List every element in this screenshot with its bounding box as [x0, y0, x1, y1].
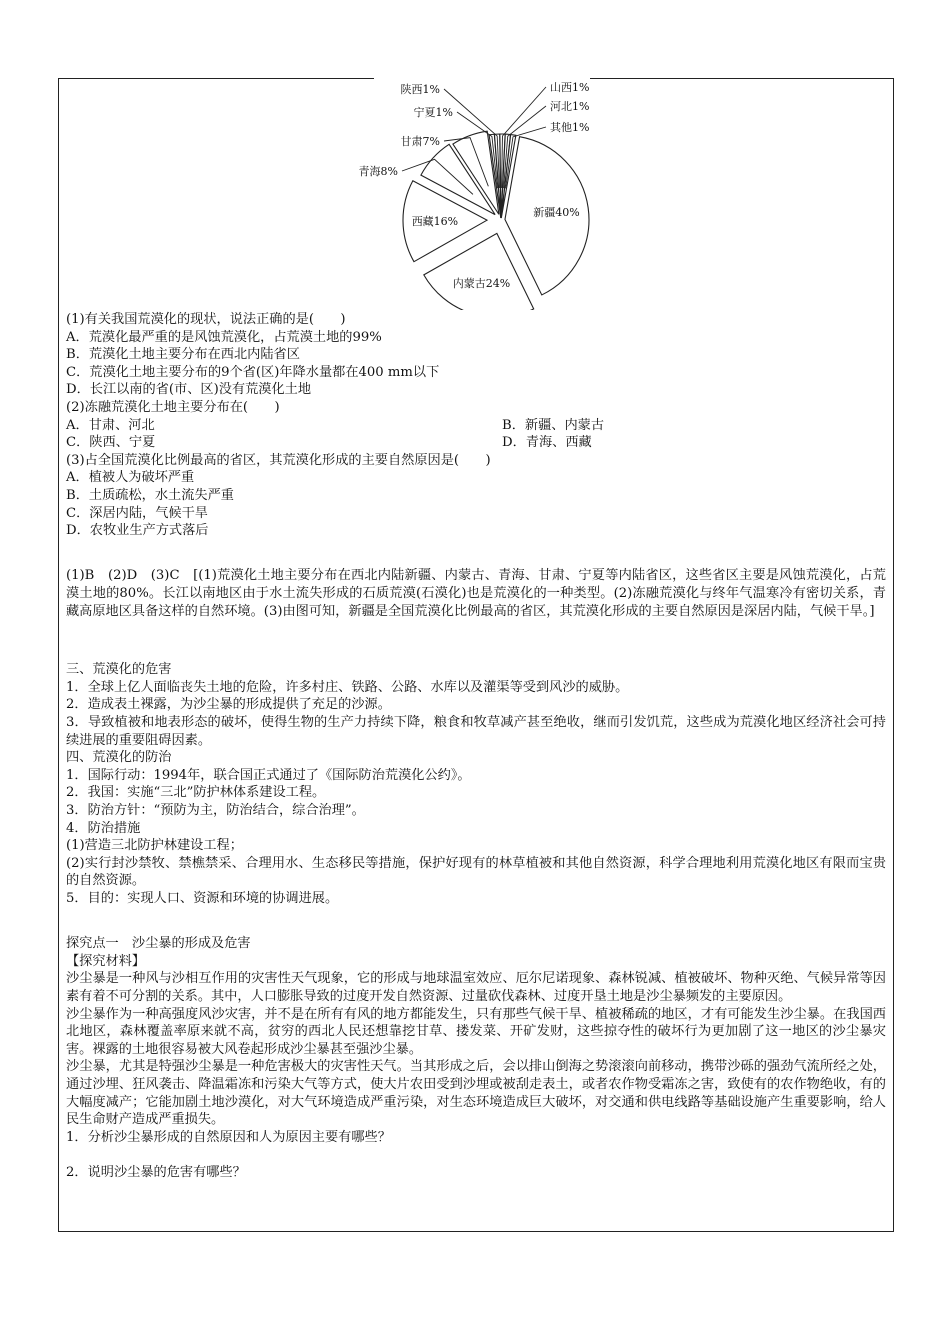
section-4-point-5: 5．目的：实现人口、资源和环境的协调进展。 — [66, 891, 339, 906]
question-2-option-b: B．新疆、内蒙古 — [502, 417, 605, 433]
section-3-point-3: 3．导致植被和地表形态的破坏，使得生物的生产力持续下降，粮食和牧草减产甚至绝收，继而引发饥荒，这些成为荒漠化地区经济社会可持续进展的重要阻碍因素。 — [66, 715, 886, 748]
section-4-point-1: 1．国际行动：1994年，联合国正式通过了《国际防治荒漠化公约》。 — [66, 767, 471, 783]
pie-slice-label: 新疆40% — [533, 206, 580, 220]
inquiry-paragraph-3: 沙尘暴，尤其是特强沙尘暴是一种危害极大的灾害性天气。当其形成之后，会以排山倒海之势滚滚向前移动，携带沙砾的强劲气流所经之处，通过沙埋、狂风袭击、降温霜冻和污染大气等方式，使大片农田受到沙埋或被刮走表土，或者农作物受霜冻之害，致使有的农作物绝收，有的大幅度减产；它能加剧土地沙漠化，对大气环境造成严重污染，对生态环境造成巨大破坏，对交通和供电线路等基础设施产生重要影响，给人民生命财产造成严重损失。 — [66, 1059, 886, 1128]
question-2: (2)冻融荒漠化土地主要分布在( ) — [66, 399, 280, 415]
section-4-point-4: 4．防治措施 — [66, 820, 141, 836]
inquiry-paragraph-1: 沙尘暴是一种风与沙相互作用的灾害性天气现象，它的形成与地球温室效应、厄尔尼诺现象、森林锐减、植被破坏、物种灭绝、气候异常等因素有着不可分割的关系。其中，人口膨胀导致的过度开发自然资源、过量砍伐森林、过度开垦土地是沙尘暴频发的主要原因。 — [66, 971, 886, 1004]
question-2-option-d: D．青海、西藏 — [502, 435, 592, 451]
pie-slice-label: 宁夏1% — [413, 106, 453, 119]
question-2-option-a: A．甘肃、河北 — [66, 417, 155, 433]
question-1-option-c: C．荒漠化土地主要分布的9个省(区)年降水量都在400 mm以下 — [66, 364, 440, 380]
inquiry-title: 探究点一 沙尘暴的形成及危害 — [66, 936, 251, 952]
pie-slice-label: 内蒙古24% — [452, 277, 511, 291]
question-2-options-row-2 — [66, 434, 886, 452]
pie-slice-label: 西藏16% — [411, 214, 459, 228]
pie-slice-label: 河北1% — [550, 100, 590, 113]
question-2-option-c: C．陕西、宁夏 — [66, 435, 156, 451]
page-content — [66, 311, 886, 1182]
question-3-option-c: C．深居内陆，气候干旱 — [66, 505, 208, 521]
question-3-option-b: B．土质疏松，水土流失严重 — [66, 487, 234, 503]
pie-slice-label: 甘肃7% — [400, 135, 440, 148]
section-4-measure-2: (2)实行封沙禁牧、禁樵禁采、合理用水、生态移民等措施，保护好现有的林草植被和其他自然资源，科学合理地利用荒漠化地区有限而宝贵的自然资源。 — [66, 855, 886, 889]
question-2-options-row-1 — [66, 417, 886, 435]
question-3-option-a: A．植被人为破坏严重 — [66, 470, 195, 486]
inquiry-question-2: 2．说明沙尘暴的危害有哪些？ — [66, 1164, 246, 1180]
question-1-option-a: A．荒漠化最严重的是风蚀荒漠化，占荒漠土地的99% — [66, 329, 382, 345]
question-1-option-d: D．长江以南的省(市、区)没有荒漠化土地 — [66, 382, 312, 398]
question-3-option-d: D．农牧业生产方式落后 — [66, 523, 209, 539]
question-1: (1)有关我国荒漠化的现状，说法正确的是( ) — [66, 312, 346, 327]
section-4-measure-1: (1)营造三北防护林建设工程； — [66, 838, 243, 854]
inquiry-material-heading: 【探究材料】 — [66, 953, 146, 969]
section-3-heading: 三、荒漠化的危害 — [66, 662, 172, 678]
pie-slice-label: 青海8% — [358, 165, 398, 178]
inquiry-question-1: 1．分析沙尘暴形成的自然原因和人为原因主要有哪些？ — [66, 1129, 391, 1145]
inquiry-paragraph-2: 沙尘暴作为一种高强度风沙灾害，并不是在所有有风的地方都能发生，只有那些气候干旱、植被稀疏的地区，才有可能发生沙尘暴。在我国西北地区，森林覆盖率原来就不高，贫穷的西北人民还想靠挖甘草、搂发菜、开矿发财，这些掠夺性的破坏行为更加剧了这一地区的沙尘暴灾害。裸露的土地很容易被大风卷起形成沙尘暴甚至强沙尘暴。 — [66, 1006, 886, 1057]
desertification-pie-chart — [0, 0, 950, 310]
pie-slice-label: 山西1% — [550, 81, 590, 94]
section-4-point-2: 2．我国：实施“三北”防护林体系建设工程。 — [66, 785, 326, 801]
pie-slice-label: 其他1% — [550, 121, 590, 134]
section-3-point-2: 2．造成表土裸露，为沙尘暴的形成提供了充足的沙源。 — [66, 697, 391, 713]
question-1-option-b: B．荒漠化土地主要分布在西北内陆省区 — [66, 347, 300, 363]
section-3-point-1: 1．全球上亿人面临丧失土地的危险，许多村庄、铁路、公路、水库以及灌渠等受到风沙的威胁。 — [66, 679, 629, 695]
pie-slice-label: 陕西1% — [400, 83, 440, 96]
question-3: (3)占全国荒漠化比例最高的省区，其荒漠化形成的主要自然原因是( ) — [66, 452, 491, 468]
section-4-point-3: 3．防治方针：“预防为主，防治结合，综合治理”。 — [66, 803, 365, 819]
section-4-heading: 四、荒漠化的防治 — [66, 750, 172, 766]
answer-explanation: (1)B (2)D (3)C [(1)荒漠化土地主要分布在西北内陆新疆、内蒙古、青海、甘肃、宁夏等内陆省区，这些省区主要是风蚀荒漠化，占荒漠土地的80%。长江以南地区由于水土流失形成的石质荒漠(石漠化)也是荒漠化的一种类型。(2)冻融荒漠化与终年气温寒冷有密切关系，青藏高原地区具备这样的自然环境。(3)由图可知，新疆是全国荒漠化比例最高的省区，其荒漠化形成的主要自然原因是深居内陆，气候干旱。] — [66, 568, 886, 619]
